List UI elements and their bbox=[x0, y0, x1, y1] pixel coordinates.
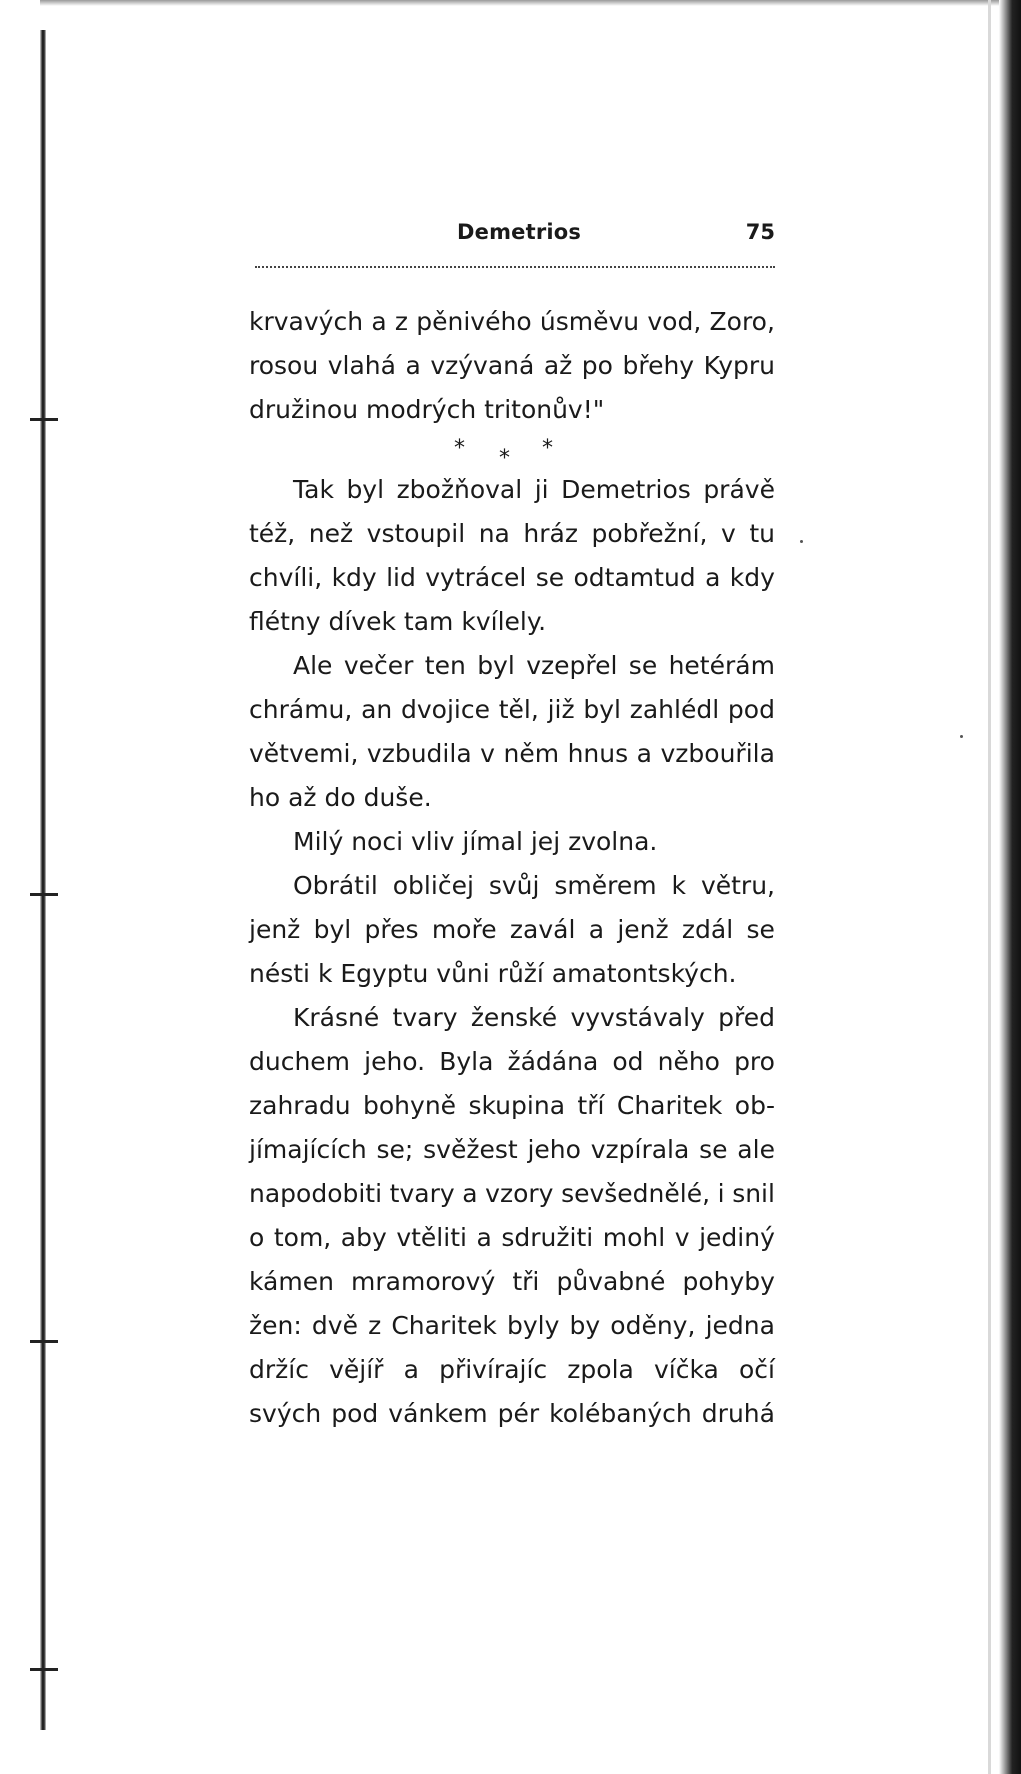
text-line: větvemi, vzbudila v něm hnus a vzbouřila bbox=[249, 739, 775, 768]
binding-mark bbox=[30, 418, 58, 421]
text-line: Obrátil obličej svůj směrem k větru, bbox=[293, 871, 775, 900]
text-line: Milý noci vliv jímal jej zvolna. bbox=[293, 827, 658, 856]
stray-mark bbox=[960, 735, 963, 738]
text-line: duchem jeho. Byla žádána od něho pro bbox=[249, 1047, 775, 1076]
page-right-edge bbox=[999, 0, 1021, 1774]
text-line: flétny dívek tam kvílely. bbox=[249, 607, 547, 636]
binding-mark bbox=[30, 1668, 58, 1671]
page-number: 75 bbox=[745, 220, 775, 244]
page-spine-shadow bbox=[40, 30, 46, 1730]
body-text bbox=[249, 300, 775, 1436]
text-line: chrámu, an dvojice těl, již byl zahlédl pod bbox=[249, 695, 775, 724]
text-line: o tom, aby vtěliti a sdružiti mohl v jediný bbox=[249, 1223, 775, 1252]
text-line: Tak byl zbožňoval ji Demetrios právě bbox=[293, 475, 775, 504]
text-line: zahradu bohyně skupina tří Charitek ob- bbox=[249, 1091, 775, 1120]
binding-mark bbox=[30, 893, 58, 896]
text-line: jímajících se; svěžest jeho vzpírala se ale bbox=[249, 1135, 775, 1164]
text-line: rosou vlahá a vzývaná až po břehy Kypru bbox=[249, 351, 775, 380]
text-line: žen: dvě z Charitek byly by oděny, jedna bbox=[249, 1311, 775, 1340]
text-line: nésti k Egyptu vůni růží amatontských. bbox=[249, 959, 737, 988]
text-line: krvavých a z pěnivého úsměvu vod, Zoro, bbox=[249, 307, 775, 336]
text-line: chvíli, kdy lid vytrácel se odtamtud a kdy bbox=[249, 563, 775, 592]
binding-mark bbox=[30, 1340, 58, 1343]
text-line: jenž byl přes moře zavál a jenž zdál se bbox=[249, 915, 775, 944]
text-line: napodobiti tvary a vzory sevšednělé, i snil bbox=[249, 1179, 775, 1208]
text-line: též, než vstoupil na hráz pobřežní, v tu bbox=[249, 519, 775, 548]
running-title: Demetrios bbox=[457, 220, 582, 244]
text-line: družinou modrých tritonův!" bbox=[249, 395, 605, 424]
stray-mark bbox=[800, 540, 803, 543]
text-line: držíc vějíř a přivírajíc zpola víčka očí bbox=[249, 1355, 775, 1384]
text-line: ho až do duše. bbox=[249, 783, 432, 812]
text-line: svých pod vánkem pér kolébaných druhá bbox=[249, 1399, 775, 1428]
section-separator: * * * bbox=[454, 436, 553, 471]
text-line: Ale večer ten byl vzepřel se hetérám bbox=[293, 651, 775, 680]
text-line: kámen mramorový tři půvabné pohyby bbox=[249, 1267, 775, 1296]
page-header bbox=[245, 216, 775, 256]
page-right-shadow bbox=[988, 0, 991, 1774]
page-top-edge bbox=[40, 0, 1000, 6]
text-line: Krásné tvary ženské vyvstávaly před bbox=[293, 1003, 775, 1032]
header-rule bbox=[255, 266, 775, 268]
